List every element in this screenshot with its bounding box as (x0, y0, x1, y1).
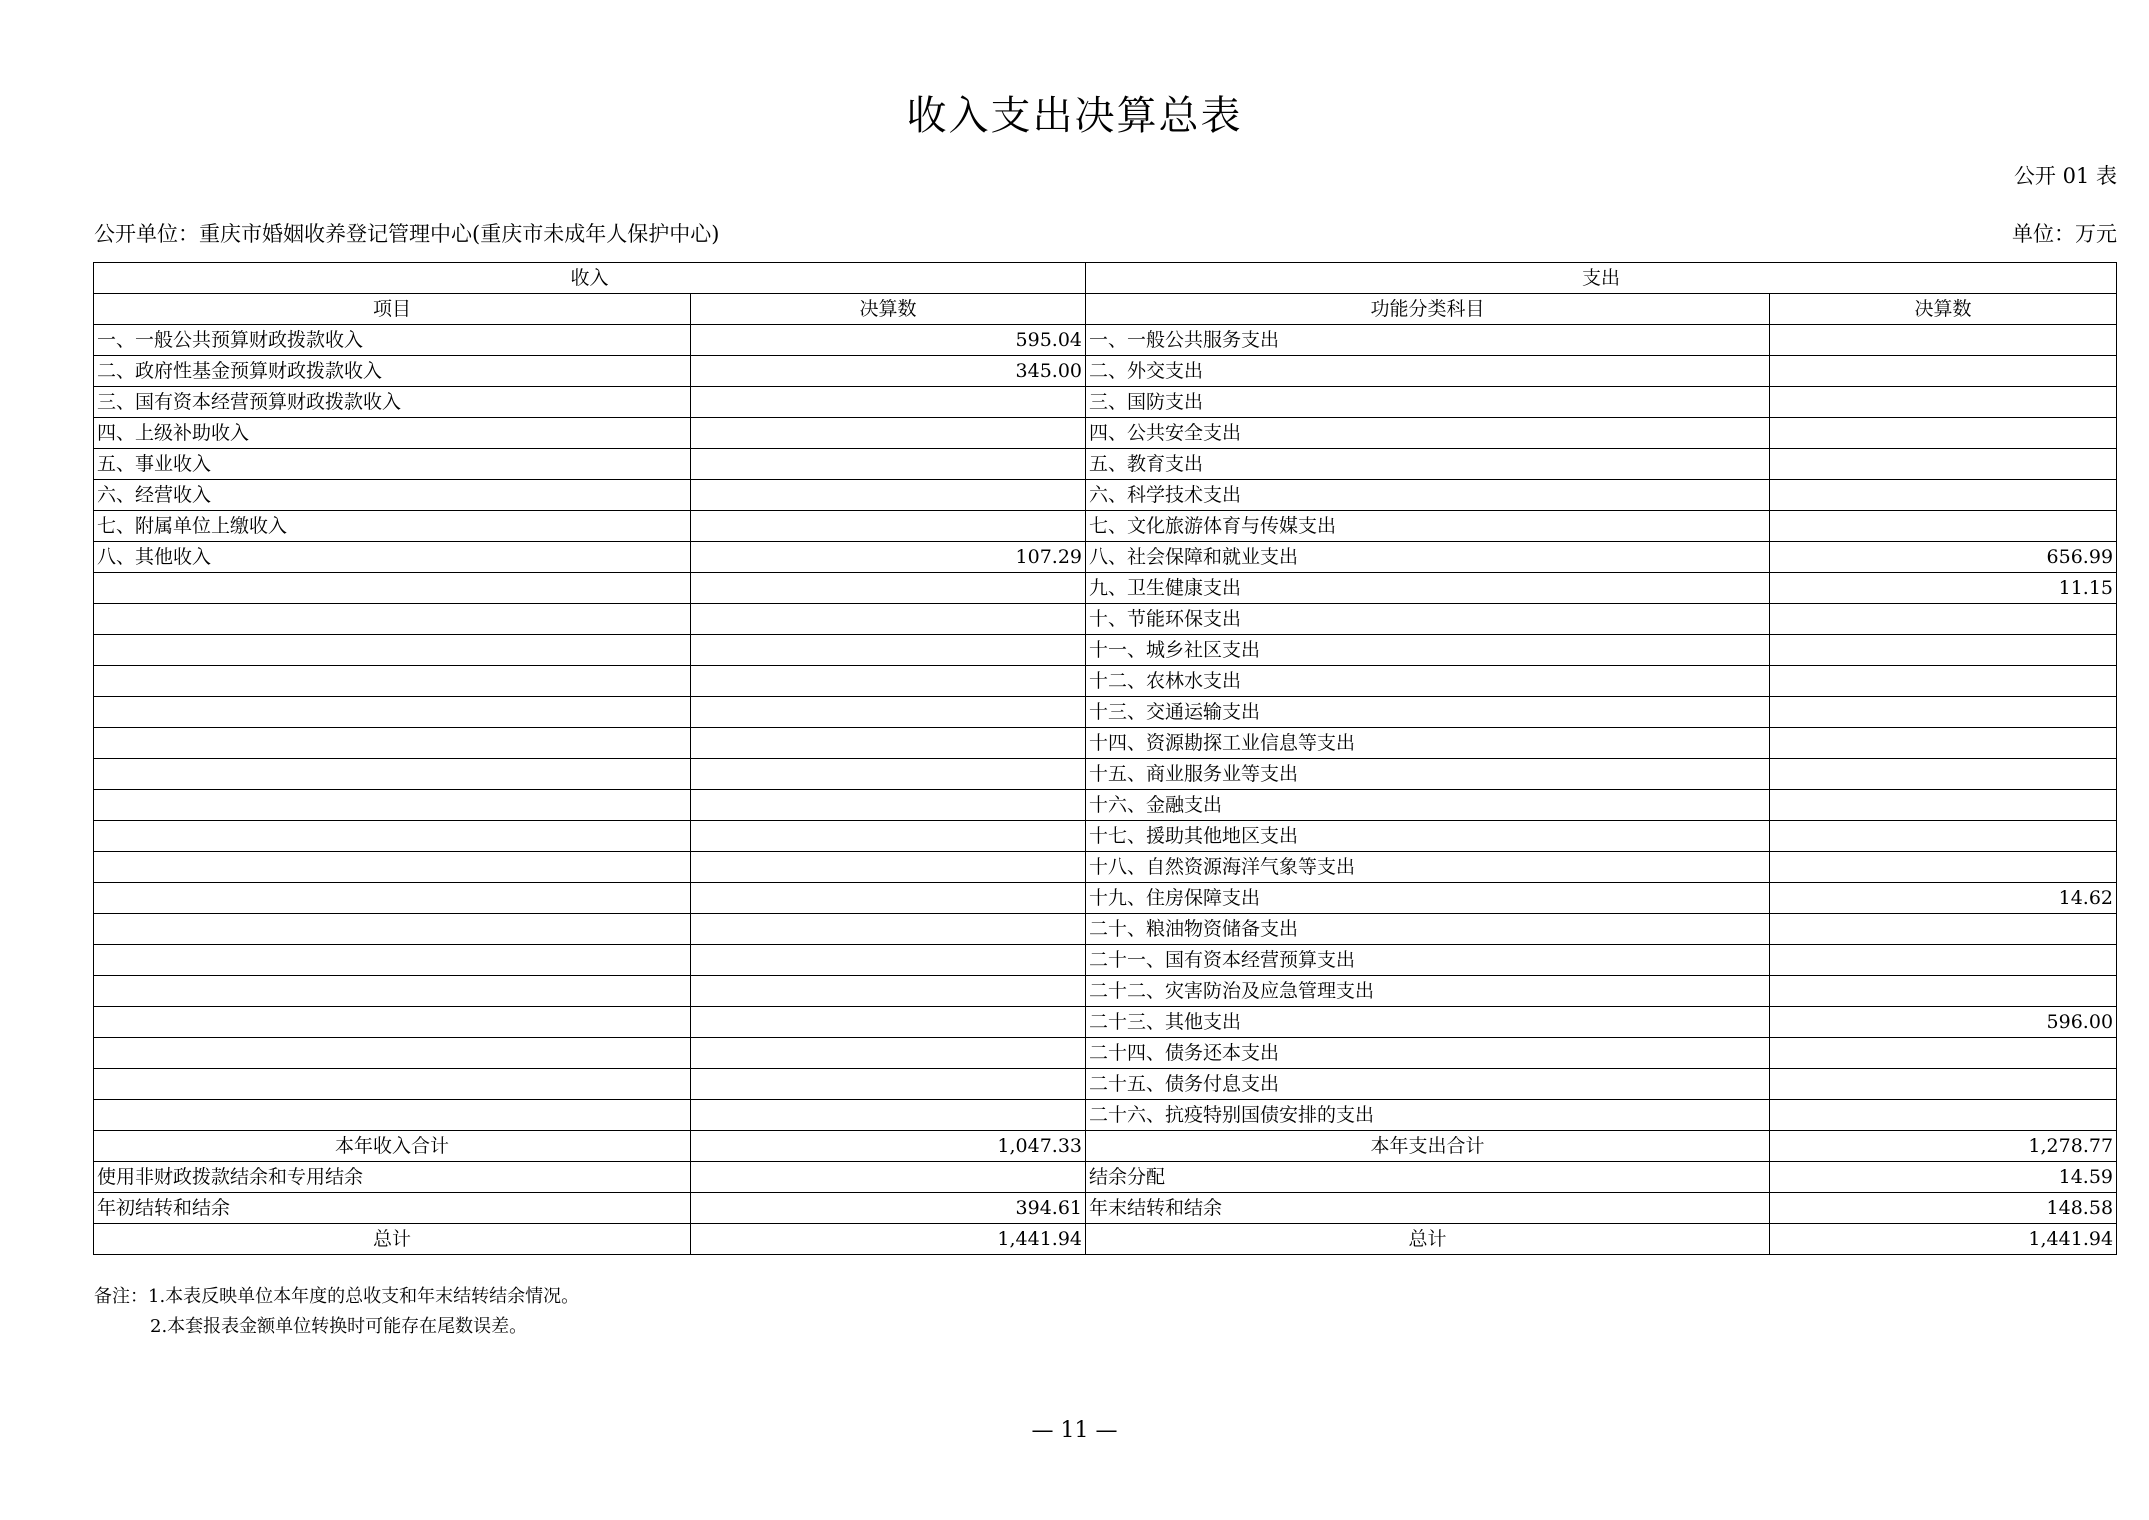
expense-amount-cell (1770, 604, 2117, 635)
expense-amount-cell (1770, 976, 2117, 1007)
income-item-cell (94, 759, 691, 790)
page-title: 收入支出决算总表 (906, 93, 1243, 139)
expense-amount-cell (1770, 480, 2117, 511)
expense-amount-cell (1770, 449, 2117, 480)
expense-amount-cell (1770, 387, 2117, 418)
table-row (94, 573, 2117, 604)
expense-amount-cell: 11.15 (1770, 573, 2117, 604)
income-item-cell (94, 976, 691, 1007)
expense-amount-cell (1770, 1038, 2117, 1069)
expense-item-cell: 二十四、债务还本支出 (1086, 1038, 1770, 1069)
income-item-cell (94, 1069, 691, 1100)
income-summary-amount: 394.61 (691, 1193, 1086, 1224)
table-column-header (94, 294, 2117, 325)
expense-item-cell: 十、节能环保支出 (1086, 604, 1770, 635)
income-amount-cell (691, 790, 1086, 821)
income-amount-cell (691, 480, 1086, 511)
form-number: 公开 01 表 (2013, 164, 2117, 188)
table-row (94, 790, 2117, 821)
income-amount-cell (691, 914, 1086, 945)
income-item-cell: 四、上级补助收入 (94, 418, 691, 449)
table-row (94, 728, 2117, 759)
income-amount-cell (691, 1007, 1086, 1038)
income-item-cell: 五、事业收入 (94, 449, 691, 480)
expense-summary-amount: 14.59 (1770, 1162, 2117, 1193)
income-amount-cell (691, 511, 1086, 542)
expense-amount-cell (1770, 945, 2117, 976)
expense-amount-cell: 656.99 (1770, 542, 2117, 573)
income-summary-label: 总计 (94, 1224, 691, 1255)
table-row (94, 604, 2117, 635)
income-amount-cell (691, 759, 1086, 790)
expense-item-cell: 二、外交支出 (1086, 356, 1770, 387)
expense-amount-cell (1770, 728, 2117, 759)
expense-item-cell: 二十、粮油物资储备支出 (1086, 914, 1770, 945)
income-summary-label: 年初结转和结余 (94, 1193, 691, 1224)
income-item-cell: 一、一般公共预算财政拨款收入 (94, 325, 691, 356)
income-amount-cell (691, 1100, 1086, 1131)
table-row (94, 418, 2117, 449)
expense-item-cell: 一、一般公共服务支出 (1086, 325, 1770, 356)
table-row (94, 449, 2117, 480)
income-item-cell (94, 573, 691, 604)
expense-amount-cell (1770, 1100, 2117, 1131)
income-item-cell (94, 666, 691, 697)
expense-item-cell: 十七、援助其他地区支出 (1086, 821, 1770, 852)
expense-summary-amount: 1,278.77 (1770, 1131, 2117, 1162)
page-number: — 11 — (1031, 1418, 1118, 1443)
expense-item-cell: 三、国防支出 (1086, 387, 1770, 418)
table-row (94, 325, 2117, 356)
income-summary-amount: 1,441.94 (691, 1224, 1086, 1255)
income-expense-table (93, 262, 2117, 1255)
expense-amount-cell: 14.62 (1770, 883, 2117, 914)
table-row (94, 542, 2117, 573)
income-item-cell: 二、政府性基金预算财政拨款收入 (94, 356, 691, 387)
income-amount-cell (691, 449, 1086, 480)
expense-item-cell: 九、卫生健康支出 (1086, 573, 1770, 604)
income-summary-label: 使用非财政拨款结余和专用结余 (94, 1162, 691, 1193)
expense-summary-label: 结余分配 (1086, 1162, 1770, 1193)
income-amount-cell (691, 821, 1086, 852)
income-amount-cell (691, 635, 1086, 666)
income-amount-cell (691, 666, 1086, 697)
expense-item-cell: 二十三、其他支出 (1086, 1007, 1770, 1038)
expense-item-header: 功能分类科目 (1086, 294, 1770, 325)
income-item-cell (94, 852, 691, 883)
income-item-cell (94, 1038, 691, 1069)
expense-item-cell: 二十二、灾害防治及应急管理支出 (1086, 976, 1770, 1007)
income-summary-amount: 1,047.33 (691, 1131, 1086, 1162)
expense-amount-cell (1770, 356, 2117, 387)
table-row (94, 759, 2117, 790)
income-amount-cell (691, 883, 1086, 914)
expense-item-cell: 二十一、国有资本经营预算支出 (1086, 945, 1770, 976)
table-row (94, 945, 2117, 976)
expense-amount-cell (1770, 1069, 2117, 1100)
summary-row (94, 1162, 2117, 1193)
table-row (94, 883, 2117, 914)
expense-item-cell: 十六、金融支出 (1086, 790, 1770, 821)
table-row (94, 666, 2117, 697)
expense-item-cell: 二十五、债务付息支出 (1086, 1069, 1770, 1100)
expense-item-cell: 五、教育支出 (1086, 449, 1770, 480)
income-item-cell (94, 1100, 691, 1131)
income-item-cell (94, 697, 691, 728)
income-item-cell (94, 604, 691, 635)
income-item-cell (94, 821, 691, 852)
summary-row (94, 1131, 2117, 1162)
note-1: 备注：1.本表反映单位本年度的总收支和年末结转结余情况。 (94, 1286, 580, 1307)
table-row (94, 480, 2117, 511)
expense-item-cell: 十一、城乡社区支出 (1086, 635, 1770, 666)
expense-item-cell: 十四、资源勘探工业信息等支出 (1086, 728, 1770, 759)
income-amount-cell: 107.29 (691, 542, 1086, 573)
income-item-cell: 八、其他收入 (94, 542, 691, 573)
expense-amount-cell (1770, 635, 2117, 666)
expense-item-cell: 七、文化旅游体育与传媒支出 (1086, 511, 1770, 542)
table-row (94, 1038, 2117, 1069)
expense-summary-amount: 1,441.94 (1770, 1224, 2117, 1255)
income-amount-cell (691, 697, 1086, 728)
income-amount-cell (691, 573, 1086, 604)
income-summary-label: 本年收入合计 (94, 1131, 691, 1162)
table-row (94, 821, 2117, 852)
income-item-cell: 七、附属单位上缴收入 (94, 511, 691, 542)
unit-line (94, 218, 2117, 248)
expense-item-cell: 十五、商业服务业等支出 (1086, 759, 1770, 790)
expense-item-cell: 八、社会保障和就业支出 (1086, 542, 1770, 573)
income-amount-cell: 345.00 (691, 356, 1086, 387)
note-2: 2.本套报表金额单位转换时可能存在尾数误差。 (150, 1316, 528, 1337)
expense-amount-cell (1770, 914, 2117, 945)
expense-item-cell: 四、公共安全支出 (1086, 418, 1770, 449)
expense-amount-cell: 596.00 (1770, 1007, 2117, 1038)
expense-summary-label: 本年支出合计 (1086, 1131, 1770, 1162)
expense-amount-cell (1770, 511, 2117, 542)
income-item-cell (94, 945, 691, 976)
income-amount-cell (691, 604, 1086, 635)
expense-amount-cell (1770, 325, 2117, 356)
income-item-cell (94, 883, 691, 914)
income-item-header: 项目 (94, 294, 691, 325)
expense-amount-header: 决算数 (1770, 294, 2117, 325)
table-row (94, 914, 2117, 945)
income-amount-cell (691, 945, 1086, 976)
income-group-header: 收入 (94, 263, 1086, 294)
expense-amount-cell (1770, 666, 2117, 697)
expense-amount-cell (1770, 852, 2117, 883)
table-row (94, 976, 2117, 1007)
income-amount-cell (691, 418, 1086, 449)
expense-amount-cell (1770, 418, 2117, 449)
currency-unit-label: 单位：万元 (2012, 222, 2117, 246)
organization-label: 公开单位：重庆市婚姻收养登记管理中心(重庆市未成年人保护中心) (94, 222, 720, 246)
expense-amount-cell (1770, 759, 2117, 790)
summary-row (94, 1224, 2117, 1255)
income-amount-cell (691, 387, 1086, 418)
income-item-cell (94, 914, 691, 945)
table-row (94, 852, 2117, 883)
expense-item-cell: 二十六、抗疫特别国债安排的支出 (1086, 1100, 1770, 1131)
income-amount-cell (691, 1069, 1086, 1100)
summary-row (94, 1193, 2117, 1224)
income-amount-cell (691, 852, 1086, 883)
expense-amount-cell (1770, 821, 2117, 852)
income-item-cell (94, 1007, 691, 1038)
income-amount-cell (691, 728, 1086, 759)
income-item-cell (94, 728, 691, 759)
income-item-cell: 六、经营收入 (94, 480, 691, 511)
expense-summary-label: 年末结转和结余 (1086, 1193, 1770, 1224)
expense-item-cell: 十九、住房保障支出 (1086, 883, 1770, 914)
table-row (94, 1100, 2117, 1131)
table-row (94, 511, 2117, 542)
income-item-cell (94, 635, 691, 666)
expense-group-header: 支出 (1086, 263, 2117, 294)
expense-item-cell: 十二、农林水支出 (1086, 666, 1770, 697)
income-amount-cell (691, 1038, 1086, 1069)
expense-item-cell: 十八、自然资源海洋气象等支出 (1086, 852, 1770, 883)
expense-item-cell: 六、科学技术支出 (1086, 480, 1770, 511)
income-amount-header: 决算数 (691, 294, 1086, 325)
table-row (94, 1069, 2117, 1100)
table-row (94, 387, 2117, 418)
expense-item-cell: 十三、交通运输支出 (1086, 697, 1770, 728)
table-row (94, 1007, 2117, 1038)
expense-summary-amount: 148.58 (1770, 1193, 2117, 1224)
table-row (94, 635, 2117, 666)
income-summary-amount (691, 1162, 1086, 1193)
income-amount-cell: 595.04 (691, 325, 1086, 356)
table-group-header (94, 263, 2117, 294)
expense-amount-cell (1770, 790, 2117, 821)
table-row (94, 356, 2117, 387)
expense-summary-label: 总计 (1086, 1224, 1770, 1255)
income-amount-cell (691, 976, 1086, 1007)
income-item-cell: 三、国有资本经营预算财政拨款收入 (94, 387, 691, 418)
expense-amount-cell (1770, 697, 2117, 728)
notes (94, 1282, 579, 1342)
table-row (94, 697, 2117, 728)
income-item-cell (94, 790, 691, 821)
